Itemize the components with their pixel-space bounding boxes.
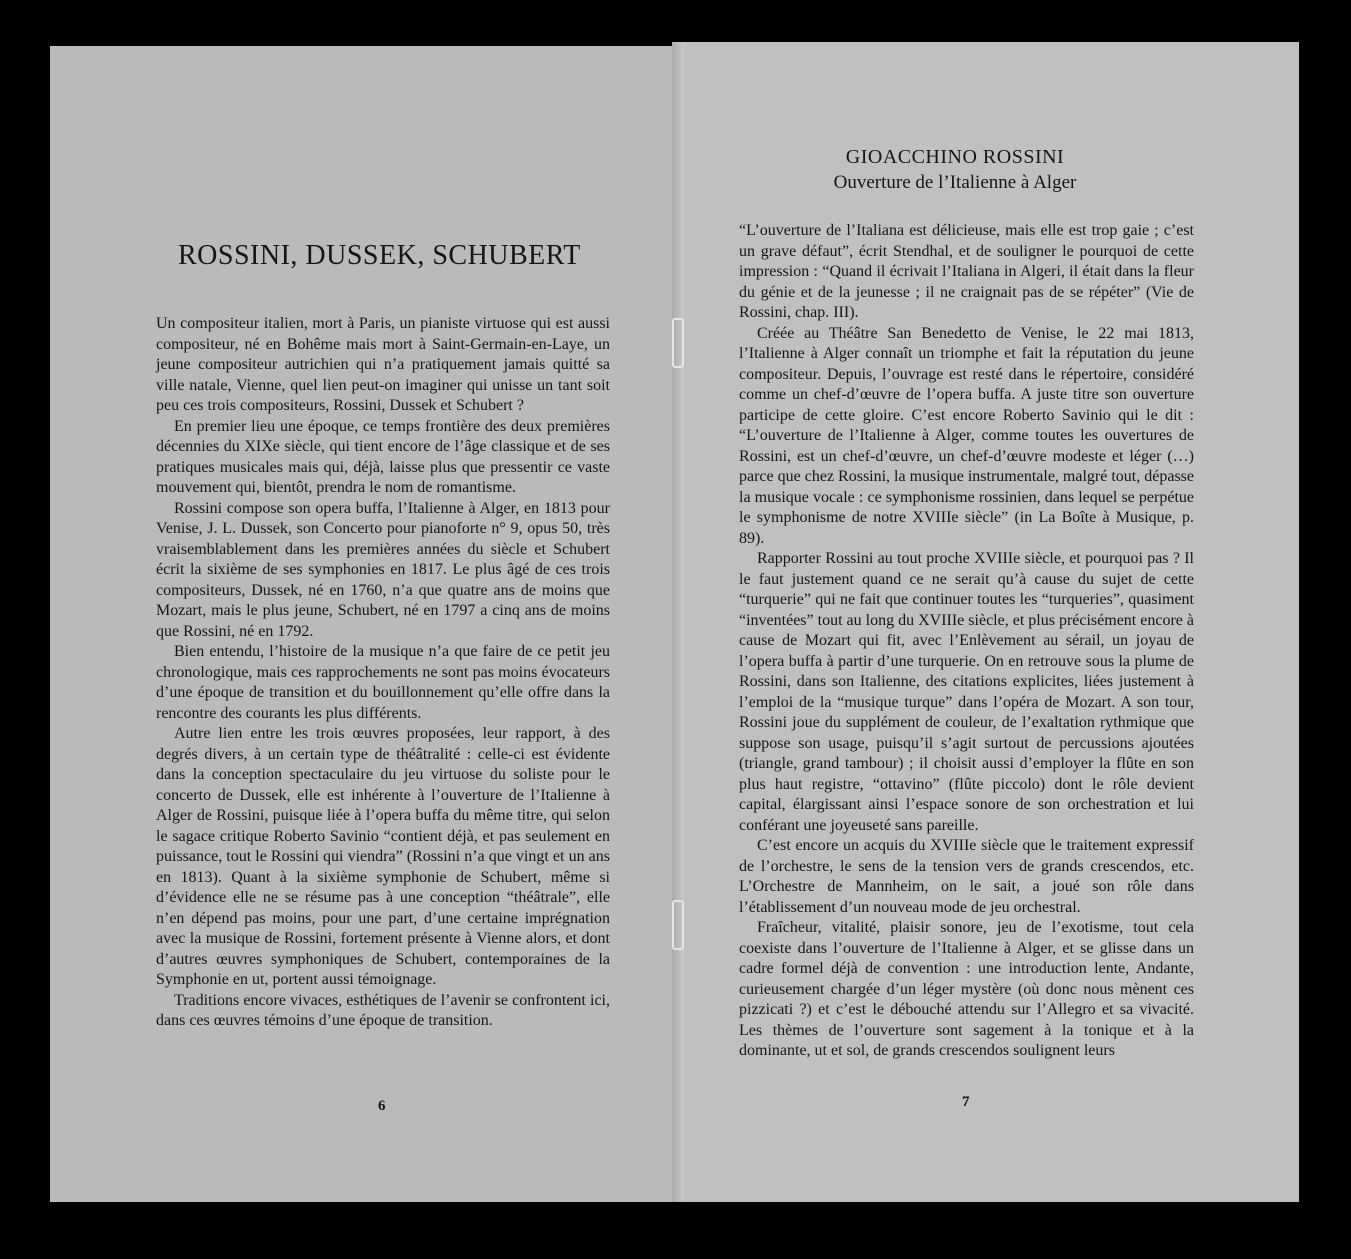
- paragraph: Créée au Théâtre San Benedetto de Venise, le 22 mai 1813, l’Italienne à Alger connaît un triomphe et fait la réputation du jeune compositeur. Depuis, l’ouvrage est resté dans le répertoire, considéré comme un chef-d’œuvre de l’opera buffa. A juste titre son ouverture participe de cette gloire. C’est encore Roberto Savinio qui le dit : “L’ouverture de l’Italienne à Alger, comme toutes les ouvertures de Rossini, est un chef-d’œuvre, un chef-d’œuvre modeste et léger (…) parce que chez Rossini, la musique instrumentale, malgré tout, dépasse la musique vocale : ce symphonisme rossinien, dans lequel se perpétue le symphonisme de notre XVIIIe siècle” (in La Boîte à Musique, p. 89).: [739, 324, 1194, 547]
- page-number-left: 6: [378, 1098, 386, 1114]
- paragraph: “L’ouverture de l’Italiana est délicieuse, mais elle est trop gaie ; c’est un grave défaut”, écrit Stendhal, et de souligner le pourquoi de cette impression : “Quand il écrivait l’Italiana in Algeri, il était dans la fleur du génie et de la jeunesse ; il ne craignait pas de se répéter” (Vie de Rossini, chap. III).: [739, 222, 1194, 321]
- staple-bottom: [672, 900, 684, 950]
- paragraph: En premier lieu une époque, ce temps frontière des deux premières décennies du XIXe siècle, qui tient encore de l’âge classique et de ses pratiques musicales mais qui, déjà, laisse plus que pressentir ce vaste mouvement qui, bientôt, prendra le nom de romantisme.: [156, 417, 610, 496]
- paragraph: Rossini compose son opera buffa, l’Italienne à Alger, en 1813 pour Venise, J. L. Dussek, son Concerto pour pianoforte n° 9, opus 50, très vraisemblablement dans les premières années du siècle et Schubert écrit la sixième de ses symphonies en 1817. Le plus âgé de ces trois compositeurs, Dussek, né en 1760, n’a que quatre ans de moins que Mozart, mais le plus jeune, Schubert, né en 1797 a cinq ans de moins que Rossini, né en 1792.: [156, 499, 610, 640]
- composer-heading: GIOACCHINO ROSSINI: [845, 146, 1065, 168]
- page-number-right: 7: [962, 1094, 970, 1110]
- right-body-text: [739, 221, 1194, 1062]
- book-gutter: [672, 42, 684, 1202]
- paragraph: C’est encore un acquis du XVIIIe siècle que le traitement expressif de l’orchestre, le sens de la tension vers de grands crescendos, etc. L’Orchestre de Mannheim, on le sait, a joué son rôle dans l’établissement d’un nouveau mode de jeu orchestral.: [739, 837, 1194, 916]
- paragraph: Fraîcheur, vitalité, plaisir sonore, jeu de l’exotisme, tout cela coexiste dans l’ouverture de l’Italienne à Alger, et se glisse dans un cadre formel déjà de convention : une introduction lente, Andante, curieusement chargée d’un léger mystère (où donc nous mènent ces pizzicati ?) et c’est le débouché attendu sur l’Allegro et sa vivacité. Les thèmes de l’ouverture sont sagement à la tonique et à la dominante, ut et sol, de grands crescendos soulignent leurs: [739, 919, 1194, 1059]
- work-title-heading: Ouverture de l’Italienne à Alger: [833, 172, 1077, 193]
- paragraph: Bien entendu, l’histoire de la musique n’a que faire de ce petit jeu chronologique, mais ces rapprochements ne sont pas moins évocateurs d’une époque de transition et du bouillonnement qu’elle offre dans la rencontre des courants les plus différents.: [156, 643, 610, 722]
- page-title: ROSSINI, DUSSEK, SCHUBERT: [178, 240, 581, 271]
- paragraph: Autre lien entre les trois œuvres proposées, leur rapport, à des degrés divers, à un certain type de théâtralité : celle-ci est évidente dans la conception spectaculaire du jeu virtuose du soliste pour le concerto de Dussek, elle est inhérente à l’ouverture de l’Italienne à Alger de Rossini, puisque liée à l’opera buffa du même titre, qui selon le sagace critique Roberto Savinio “contient déjà, et pas seulement en puissance, tout le Rossini qui viendra” (Rossini n’a que vingt et un ans en 1813). Quant à la sixième symphonie de Schubert, même si d’évidence elle ne se résume pas à une conception “théâtrale”, elle n’en dépend pas moins, pour une part, d’une certaine imprégnation avec la musique de Rossini, fortement présente à Vienne alors, et dont d’autres œuvres symphoniques de Schubert, contemporaines de la Symphonie en ut, portent aussi témoignage.: [156, 725, 610, 988]
- paragraph: Rapporter Rossini au tout proche XVIIIe siècle, et pourquoi pas ? Il le faut justement quand ce ne serait qu’à cause du sujet de cette “turquerie” qui ne fait que continuer toutes les “turqueries”, quasiment “inventées” tout au long du XVIIIe siècle, et plus précisément encore à cause de Mozart qui fit, avec l’Enlèvement au sérail, un joyau de l’opera buffa à partir d’une turquerie. On en retrouve sous la plume de Rossini, dans son Italienne, des citations explicites, liées justement à l’emploi de la “musique turque” dans l’opéra de Mozart. A son tour, Rossini joue du supplément de couleur, de l’exaltation rythmique que suppose son usage, puisqu’il s’agit surtout de percussions ajoutées (triangle, grand tambour) ; il choisit aussi d’employer la flûte en son plus haut registre, “ottavino” (flûte piccolo) dont le rôle devient capital, élargissant ainsi l’espace sonore de son orchestration et lui conférant une joyeuseté sans pareille.: [739, 550, 1194, 834]
- paragraph: Un compositeur italien, mort à Paris, un pianiste virtuose qui est aussi compositeur, né en Bohême mais mort à Saint-Germain-en-Laye, un jeune compositeur autrichien qui n’a pratiquement jamais quitté sa ville natale, Vienne, quel lien peut-on imaginer qui unisse un tant soit peu ces trois compositeurs, Rossini, Dussek et Schubert ?: [156, 315, 610, 414]
- left-body-text: [156, 314, 610, 1032]
- paragraph: Traditions encore vivaces, esthétiques de l’avenir se confrontent ici, dans ces œuvres témoins d’une époque de transition.: [156, 991, 610, 1029]
- staple-top: [672, 318, 684, 368]
